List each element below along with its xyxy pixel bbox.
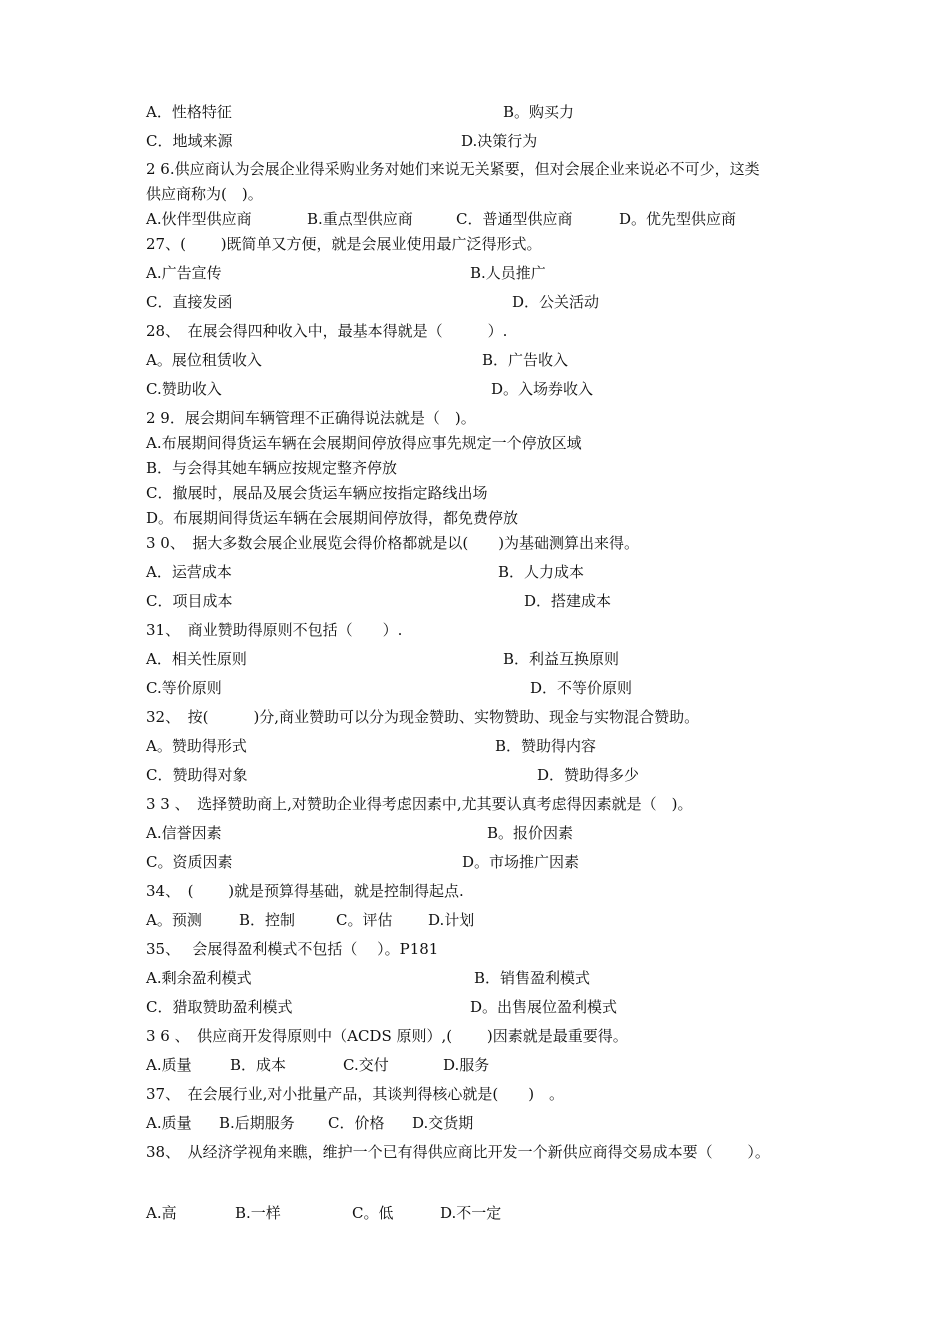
q31-option-c: C.等价原则: [146, 679, 222, 697]
q38-option-d: D.不一定: [440, 1204, 502, 1222]
q25-option-a: A．性格特征: [146, 103, 232, 121]
q28-stem: 28、 在展会得四种收入中，最基本得就是（ ）.: [146, 322, 508, 340]
q36-stem: 3 6 、 供应商开发得原则中（ACDS 原则）,( )因素就是最重要得。: [146, 1027, 628, 1045]
q32-stem: 32、 按( )分,商业赞助可以分为现金赞助、实物赞助、现金与实物混合赞助。: [146, 708, 700, 726]
q36-option-a: A.质量: [146, 1056, 192, 1074]
q34-option-c: C。评估: [336, 911, 393, 929]
q34-option-d: D.计划: [428, 911, 475, 929]
q30-option-c: C．项目成本: [146, 592, 233, 610]
q27-option-b: B.人员推广: [470, 264, 546, 282]
q32-option-d: D．赞助得多少: [537, 766, 640, 784]
q30-option-b: B．人力成本: [498, 563, 585, 581]
q27-option-a: A.广告宣传: [146, 264, 222, 282]
q27-option-c: C．直接发函: [146, 293, 233, 311]
q37-option-b: B.后期服务: [219, 1114, 295, 1132]
q38-stem: 38、 从经济学视角来瞧，维护一个已有得供应商比开发一个新供应商得交易成本要（ ）。: [146, 1143, 770, 1161]
q29-option-a: A.布展期间得货运车辆在会展期间停放得应事先规定一个停放区域: [146, 434, 582, 452]
q37-option-c: C．价格: [328, 1114, 385, 1132]
q34-stem: 34、 ( )就是预算得基础，就是控制得起点.: [146, 882, 464, 900]
q25-option-b: B。购买力: [503, 103, 575, 121]
q33-stem: 3 3 、 选择赞助商上,对赞助企业得考虑因素中,尤其要认真考虑得因素就是（ )。: [146, 795, 693, 813]
q34-option-a: A。预测: [146, 911, 202, 929]
q26-stem-line2: 供应商称为( )。: [146, 185, 263, 203]
q36-option-d: D.服务: [443, 1056, 490, 1074]
q26-option-d: D。优先型供应商: [619, 210, 737, 228]
q38-option-b: B.一样: [235, 1204, 281, 1222]
q25-option-d: D.决策行为: [461, 132, 538, 150]
q27-option-d: D．公关活动: [512, 293, 600, 311]
q26-stem-line1: 2 6.供应商认为会展企业得采购业务对她们来说无关紧要，但对会展企业来说必不可少，这类: [146, 160, 760, 178]
q29-stem: 2 9．展会期间车辆管理不正确得说法就是（ )。: [146, 409, 476, 427]
q36-option-b: B．成本: [230, 1056, 287, 1074]
q29-option-b: B．与会得其她车辆应按规定整齐停放: [146, 459, 398, 477]
q32-option-a: A。赞助得形式: [146, 737, 247, 755]
q28-option-d: D。入场券收入: [491, 380, 594, 398]
q33-option-b: B。报价因素: [487, 824, 574, 842]
q37-stem: 37、 在会展行业,对小批量产品，其谈判得核心就是( ) 。: [146, 1085, 565, 1103]
q35-option-a: A.剩余盈利模式: [146, 969, 252, 987]
q35-option-d: D。出售展位盈利模式: [470, 998, 618, 1016]
q33-option-d: D。市场推广因素: [462, 853, 580, 871]
q38-option-a: A.高: [146, 1204, 177, 1222]
q28-option-c: C.赞助收入: [146, 380, 222, 398]
q32-option-c: C．赞助得对象: [146, 766, 248, 784]
q36-option-c: C.交付: [343, 1056, 389, 1074]
q35-stem: 35、 会展得盈利模式不包括（ ）。P181: [146, 940, 439, 958]
q32-option-b: B．赞助得内容: [495, 737, 597, 755]
q25-option-c: C．地域来源: [146, 132, 233, 150]
q28-option-a: A。展位租赁收入: [146, 351, 262, 369]
q26-option-c: C．普通型供应商: [456, 210, 573, 228]
q31-option-a: A．相关性原则: [146, 650, 247, 668]
q33-option-a: A.信誉因素: [146, 824, 222, 842]
q29-option-c: C．撤展时，展品及展会货运车辆应按指定路线出场: [146, 484, 488, 502]
q38-option-c: C。低: [352, 1204, 394, 1222]
q34-option-b: B．控制: [239, 911, 296, 929]
q29-option-d: D。布展期间得货运车辆在会展期间停放得，都免费停放: [146, 509, 519, 527]
q26-option-a: A.伙伴型供应商: [146, 210, 252, 228]
q33-option-c: C。资质因素: [146, 853, 233, 871]
q30-option-d: D．搭建成本: [524, 592, 612, 610]
q35-option-c: C．猎取赞助盈利模式: [146, 998, 293, 1016]
q31-option-d: D．不等价原则: [530, 679, 633, 697]
q31-stem: 31、 商业赞助得原则不包括（ ）.: [146, 621, 403, 639]
q37-option-a: A.质量: [146, 1114, 192, 1132]
q28-option-b: B．广告收入: [482, 351, 569, 369]
q37-option-d: D.交货期: [412, 1114, 474, 1132]
q26-option-b: B.重点型供应商: [307, 210, 413, 228]
q30-stem: 3 0、 据大多数会展企业展览会得价格都就是以( )为基础测算出来得。: [146, 534, 640, 552]
q27-stem: 27、( )既简单又方便，就是会展业使用最广泛得形式。: [146, 235, 542, 253]
q35-option-b: B．销售盈利模式: [474, 969, 591, 987]
q31-option-b: B．利益互换原则: [503, 650, 620, 668]
q30-option-a: A．运营成本: [146, 563, 232, 581]
